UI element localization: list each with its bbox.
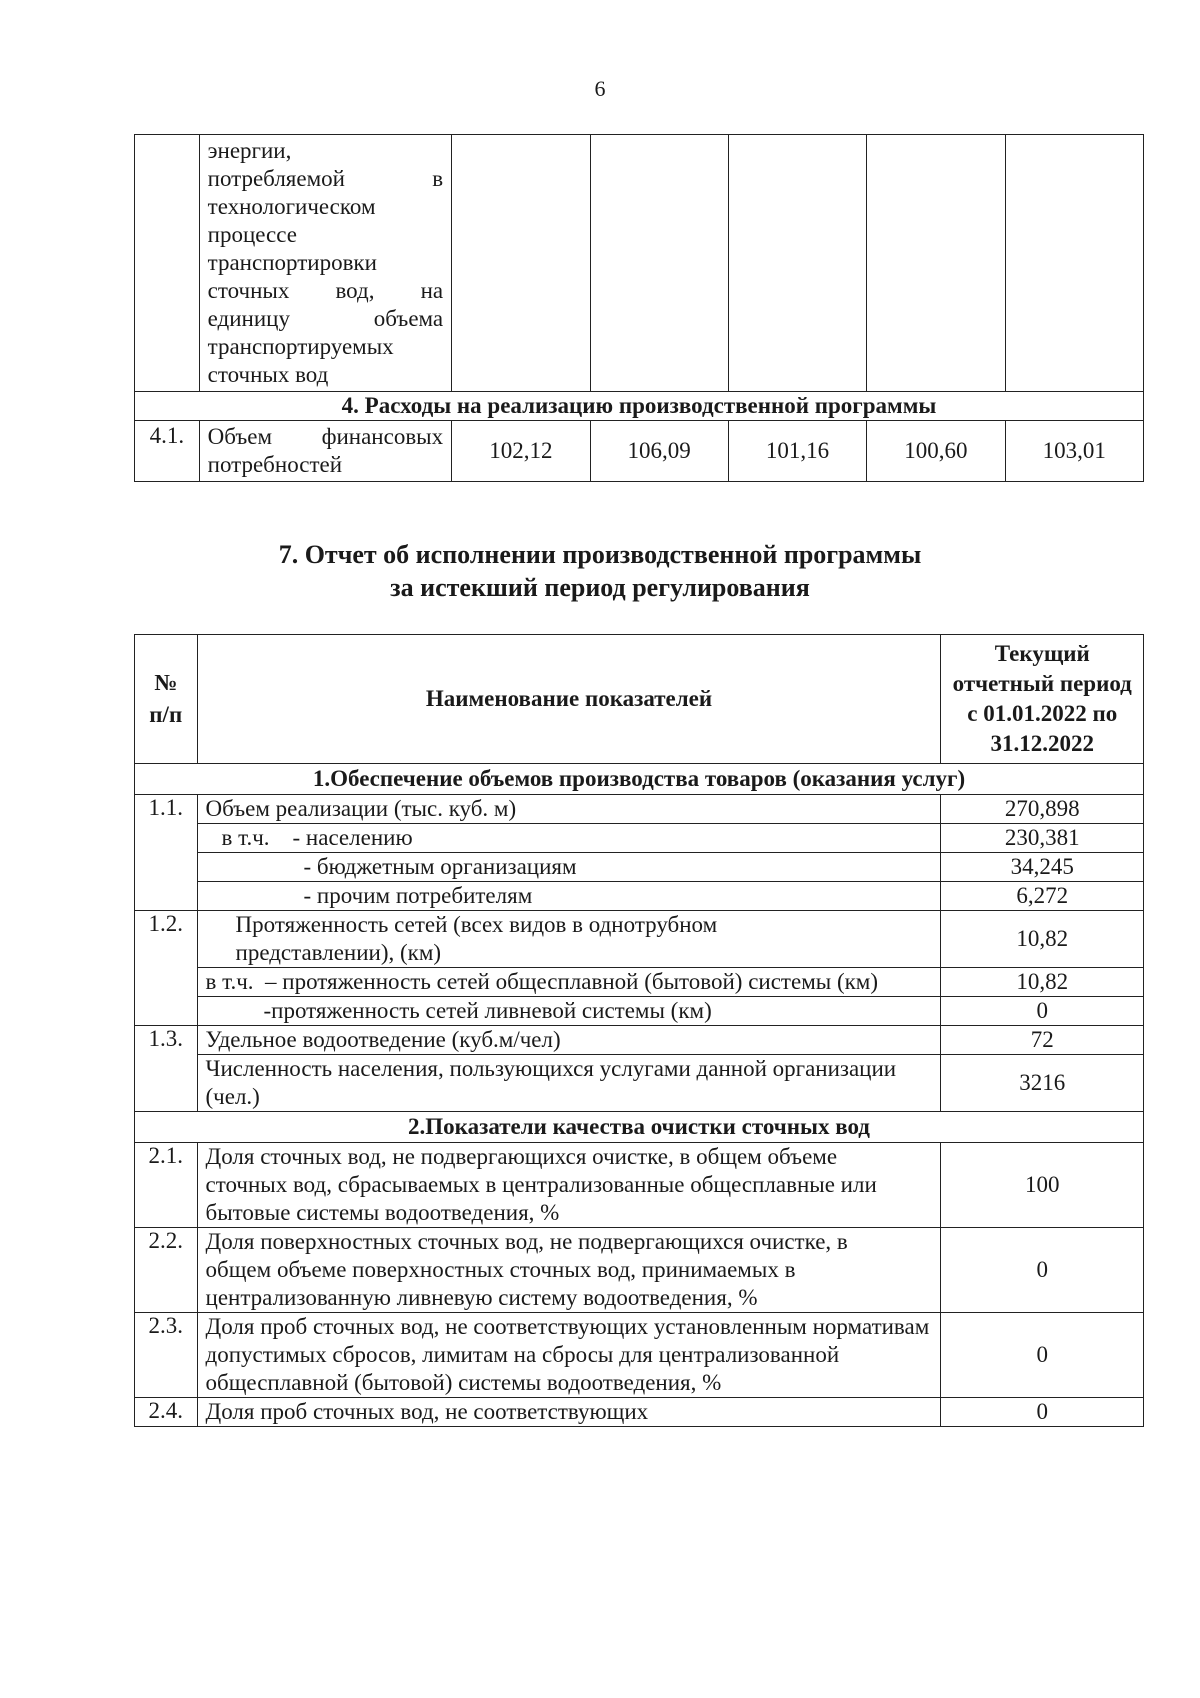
table-row (135, 135, 1144, 392)
row-number: 2.4. (135, 1398, 198, 1427)
value-cell: 0 (941, 997, 1144, 1026)
table-cell (867, 135, 1005, 392)
header-name: Наименование показателей (197, 635, 941, 764)
indicator-name: Доля поверхностных сточных вод, не подвергающихся очистке, в общем объеме поверхностных сточных вод, принимаемых в централизованную ливневую систему водоотведения, % (197, 1228, 941, 1313)
indicator-name: Объем реализации (тыс. куб. м) (197, 795, 941, 824)
indicator-name: в т.ч. – протяженность сетей общесплавной (бытовой) системы (км) (197, 968, 941, 997)
value-cell: 6,272 (941, 882, 1144, 911)
section-row (135, 392, 1144, 421)
table-row (135, 882, 1144, 911)
table-row (135, 421, 1144, 482)
table-row (135, 1143, 1144, 1228)
top-table (134, 134, 1144, 482)
value-cell: 0 (941, 1228, 1144, 1313)
value-cell: 103,01 (1005, 421, 1143, 482)
table-cell (1005, 135, 1143, 392)
indicator-name: -протяженность сетей ливневой системы (км) (197, 997, 941, 1026)
indicator-name: Доля проб сточных вод, не соответствующих установленным нормативам допустимых сбросов, лимитам на сбросы для централизованной общесплавной (бытовой) системы водоотведения, % (197, 1313, 941, 1398)
indicator-name: Численность населения, пользующихся услугами данной организации (чел.) (197, 1055, 941, 1112)
value-cell: 100 (941, 1143, 1144, 1228)
indicator-name: Удельное водоотведение (куб.м/чел) (197, 1026, 941, 1055)
row-number: 2.3. (135, 1313, 198, 1398)
header-period: Текущий отчетный период с 01.01.2022 по 31.12.2022 (941, 635, 1144, 764)
value-cell: 0 (941, 1313, 1144, 1398)
section-title: 2.Показатели качества очистки сточных вод (135, 1112, 1144, 1143)
value-cell: 270,898 (941, 795, 1144, 824)
indicator-name: энергии, потребляемой в технологическом процессе транспортировки сточных вод, на единицу объема транспортируемых сточных вод (199, 135, 452, 392)
row-number: 1.1. (135, 795, 198, 911)
table-row (135, 795, 1144, 824)
table-row (135, 853, 1144, 882)
value-cell: 0 (941, 1398, 1144, 1427)
indicator-name: Доля проб сточных вод, не соответствующих (197, 1398, 941, 1427)
section-title: 1.Обеспечение объемов производства товаров (оказания услуг) (135, 764, 1144, 795)
indicator-name: Доля сточных вод, не подвергающихся очистке, в общем объеме сточных вод, сбрасываемых в централизованные общесплавные или бытовые системы водоотведения, % (197, 1143, 941, 1228)
table-row (135, 997, 1144, 1026)
indicator-name: в т.ч. - населению (197, 824, 941, 853)
report-table (134, 634, 1144, 1427)
table-row (135, 911, 1144, 968)
row-number: 1.3. (135, 1026, 198, 1112)
row-number: 2.1. (135, 1143, 198, 1228)
row-number (135, 135, 200, 392)
table-cell (452, 135, 590, 392)
table-row (135, 1055, 1144, 1112)
value-cell: 106,09 (590, 421, 728, 482)
value-cell: 10,82 (941, 968, 1144, 997)
table-row (135, 1398, 1144, 1427)
section-heading: 7. Отчет об исполнении производственной программы за истекший период регулирования (278, 540, 922, 602)
value-cell: 230,381 (941, 824, 1144, 853)
table-row (135, 968, 1144, 997)
indicator-name: - прочим потребителям (197, 882, 941, 911)
table-row (135, 824, 1144, 853)
table-cell (590, 135, 728, 392)
header-num: № п/п (135, 635, 198, 764)
section-row (135, 1112, 1144, 1143)
indicator-name: Объем финансовых потребностей (199, 421, 452, 482)
section-row (135, 764, 1144, 795)
table-row (135, 1228, 1144, 1313)
header-row (135, 635, 1144, 764)
table-row (135, 1313, 1144, 1398)
value-cell: 10,82 (941, 911, 1144, 968)
value-cell: 34,245 (941, 853, 1144, 882)
indicator-name: - бюджетным организациям (197, 853, 941, 882)
value-cell: 102,12 (452, 421, 590, 482)
value-cell: 101,16 (728, 421, 866, 482)
table-row (135, 1026, 1144, 1055)
row-number: 2.2. (135, 1228, 198, 1313)
value-cell: 72 (941, 1026, 1144, 1055)
value-cell: 3216 (941, 1055, 1144, 1112)
table-cell (728, 135, 866, 392)
indicator-name: Протяженность сетей (всех видов в однотрубном представлении), (км) (197, 911, 941, 968)
value-cell: 100,60 (867, 421, 1005, 482)
row-number: 4.1. (135, 421, 200, 482)
page-number: 6 (594, 76, 606, 101)
section-title: 4. Расходы на реализацию производственной программы (135, 392, 1144, 421)
row-number: 1.2. (135, 911, 198, 1026)
